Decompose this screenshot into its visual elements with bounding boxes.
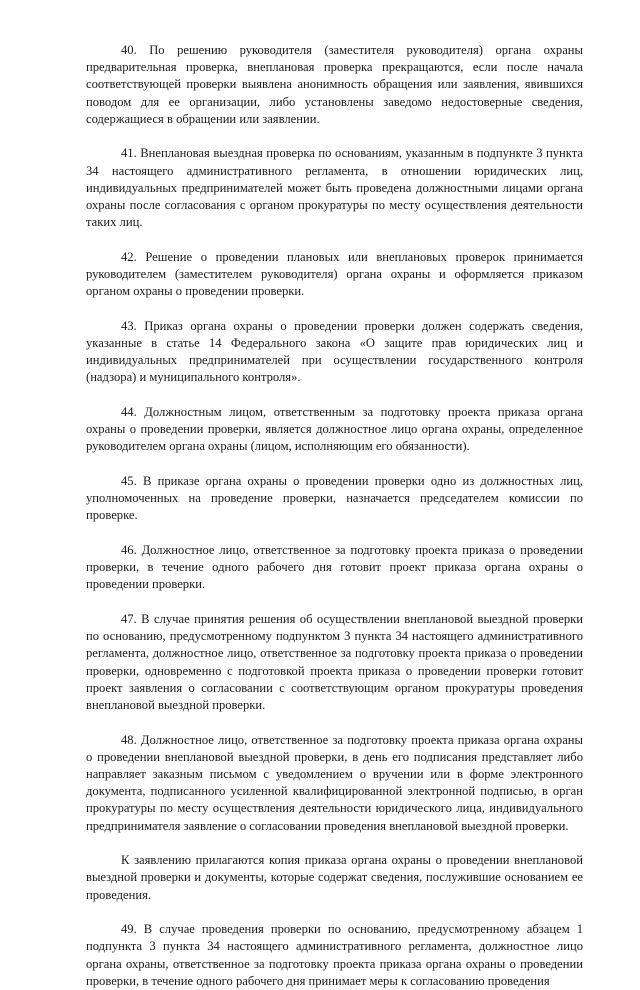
paragraph-47: 47. В случае принятия решения об осуществлении внеплановой выездной проверки по основанию, предусмотренному подпунктом 3 пункта 34 настоящего административного регламента, должностное лицо, ответственное за подготовку проекта приказа о проведении проверки, одновременно с подготовкой проекта приказа о проведении проверки готовит проект заявления о согласовании с соответствующим органом прокуратуры проведения внеплановой выездной проверки. [86,612,583,713]
paragraph-43: 43. Приказ органа охраны о проведении проверки должен содержать сведения, указанные в статье 14 Федерального закона «О защите прав юридических лиц и индивидуальных предпринимателей при осуществлении государственного контроля (надзора) и муниципального контроля». [86,318,583,385]
paragraph-44: 44. Должностным лицом, ответственным за подготовку проекта приказа органа охраны о проведении проверки, является должностное лицо органа охраны, определенное руководителем органа охраны (лицом, исполняющим его обязанности). [86,405,583,454]
document-page [86,42,583,990]
paragraph-40: 40. По решению руководителя (заместителя руководителя) органа охраны предварительная проверка, внеплановая проверка прекращаются, если после начала соответствующей проверки выявлена анонимность обращения или заявления, явившихся поводом для ее организации, либо установлены заведомо недостоверные сведения, содержащиеся в обращении или заявлении. [86,43,583,126]
paragraph-48: 48. Должностное лицо, ответственное за подготовку проекта приказа органа охраны о проведении внеплановой выездной проверки, в день его подписания представляет либо направляет заказным письмом с уведомлением о вручении или в форме электронного документа, подписанного усиленной квалифицированной электронной подписью, в орган прокуратуры по месту осуществления деятельности юридического лица, индивидуального предпринимателя заявление о согласовании проведения внеплановой выездной проверки. [86,732,583,833]
paragraph-46: 46. Должностное лицо, ответственное за подготовку проекта приказа о проведении проверки, в течение одного рабочего дня готовит проект приказа органа охраны о проведении проверки. [86,543,583,592]
paragraph-41: 41. Внеплановая выездная проверка по основаниям, указанным в подпункте 3 пункта 34 настоящего административного регламента, в отношении юридических лиц, индивидуальных предпринимателей может быть проведена должностными лицами органа охраны после согласования с органом прокуратуры по месту осуществления деятельности таких лиц. [86,146,583,230]
paragraph-49: 49. В случае проведения проверки по основанию, предусмотренному абзацем 1 подпункта 3 пункта 34 настоящего административного регламента, должностное лицо органа охраны, ответственное за подготовку проекта приказа органа охраны о проведении проверки, в течение одного рабочего дня принимает меры к согласованию проведения [86,922,583,988]
paragraph-48-attachment: К заявлению прилагаются копия приказа органа охраны о проведении внеплановой выездной проверки и документы, которые содержат сведения, послужившие основанием ее проведения. [86,853,583,902]
paragraph-42: 42. Решение о проведении плановых или внеплановых проверок принимается руководителем (заместителем руководителя) органа охраны и оформляется приказом органом охраны о проведении проверки. [86,249,583,299]
paragraph-45: 45. В приказе органа охраны о проведении проверки одно из должностных лиц, уполномоченных на проведение проверки, назначается председателем комиссии по проверке. [86,474,583,523]
